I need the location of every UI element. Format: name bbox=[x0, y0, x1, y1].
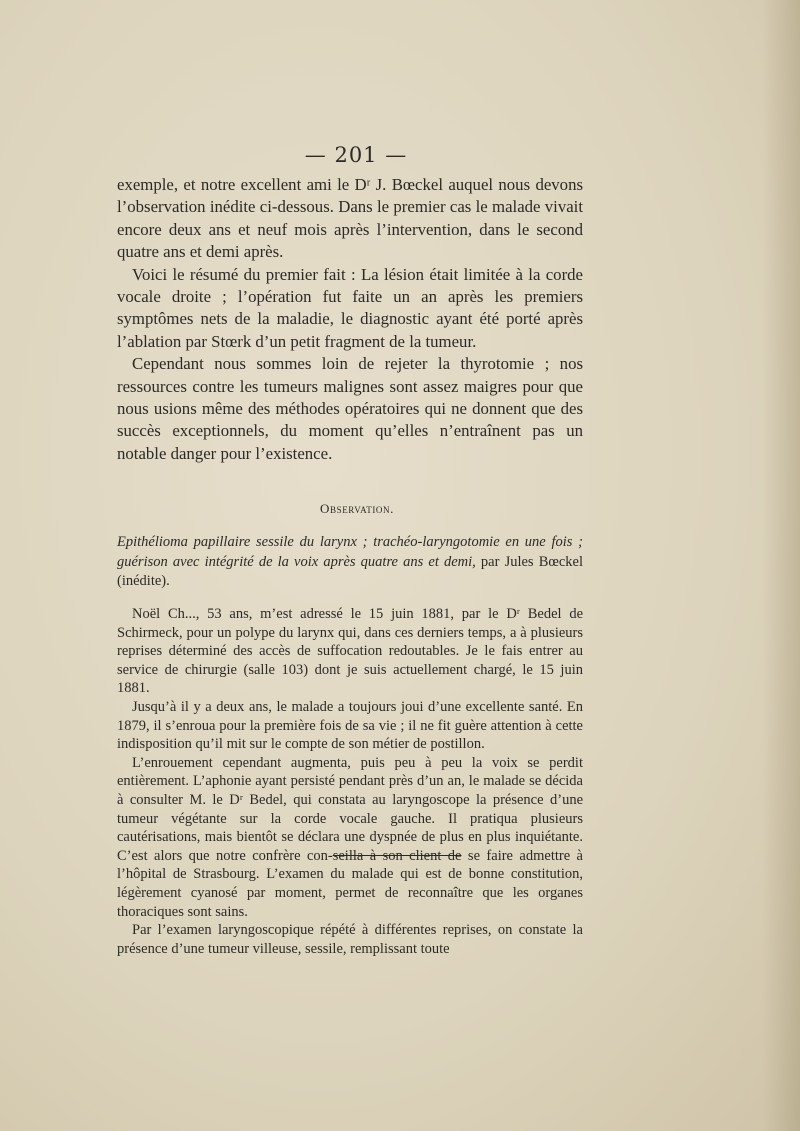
intro-paragraph-1: exemple, et notre excellent ami le Dʳ J. Bœckel auquel nous devons l’observation inédite ci-dessous. Dans le premier cas le malade vivait encore deux ans et neuf mois après l’intervention, dans le second quatre ans et demi après. bbox=[117, 175, 583, 262]
page-number: — 201 — bbox=[304, 143, 408, 167]
intro-paragraph-2: Voici le résumé du premier fait : La lésion était limitée à la corde vocale droite ; l’opération fut faite un an après les premiers symptômes nets de la maladie, le diagnostic ayant été porté après l’ablation par Stœrk d’un petit fragment de la tumeur. bbox=[117, 264, 583, 351]
observation-paragraph-3-continuation: se faire admettre à l’hôpital de Strasbourg. L’examen du malade qui est de bonne constitution, légèrement cyanosé par moment, permet de reconnaître que les organes thoraciques sont sains. bbox=[117, 847, 583, 920]
observation-paragraph-1: Noël Ch..., 53 ans, m’est adressé le 15 juin 1881, par le Dʳ Bedel de Schirmeck, pour un polype du larynx qui, dans ces derniers temps, a à plusieurs reprises déterminé des accès de suffocation redoutables. Je le fais entrer au service de chirurgie (salle 103) dont je suis actuellement chargé, le 15 juin 1881. bbox=[117, 606, 583, 697]
observation-heading bbox=[117, 533, 583, 592]
observation-title: Observation. bbox=[320, 501, 394, 517]
intro-section bbox=[117, 174, 583, 465]
observation-paragraph-4: Par l’examen laryngoscopique répété à différentes reprises, on constate la présence d’une tumeur villeuse, sessile, remplissant toute bbox=[117, 922, 583, 957]
observation-paragraph-3 bbox=[117, 754, 583, 921]
observation-heading-author: par Jules Bœckel (inédite). bbox=[117, 553, 583, 590]
page-body bbox=[117, 174, 583, 958]
struck-text: seilla à son client de bbox=[332, 847, 462, 864]
observation-body bbox=[117, 605, 583, 958]
intro-paragraph-3: Cependant nous sommes loin de rejeter la thyrotomie ; nos ressources contre les tumeurs malignes sont assez maigres pour que nous usions même des méthodes opératoires qui ne donnent que des succès exceptionnels, du moment qu’elles n’entraînent pas un notable danger pour l’existence. bbox=[117, 354, 583, 463]
observation-paragraph-2: Jusqu’à il y a deux ans, le malade a toujours joui d’une excellente santé. En 1879, il s’enroua pour la première fois de sa vie ; il ne fit guère attention à cette indisposition qu’il mit sur le compte de son métier de postillon. bbox=[117, 699, 583, 753]
observation-paragraph-3-text: L’enrouement cependant augmenta, puis peu à peu la voix se perdit entièrement. L’aphonie ayant persisté pendant près d’un an, le malade se décida à consulter M. le Dʳ Bedel, qui constata au laryngoscope la présence d’une tumeur végétante sur la corde vocale gauche. Il pratiqua plusieurs cautérisations, mais bientôt se déclara une dyspnée de plus en plus inquiétante. C’est alors que notre confrère con- bbox=[117, 754, 583, 864]
observation-heading-italic: Epithélioma papillaire sessile du larynx ; trachéo-laryngotomie en une fois ; guérison avec intégrité de la voix après quatre ans et demi, bbox=[117, 534, 583, 570]
page-edge-shadow bbox=[762, 0, 800, 1131]
